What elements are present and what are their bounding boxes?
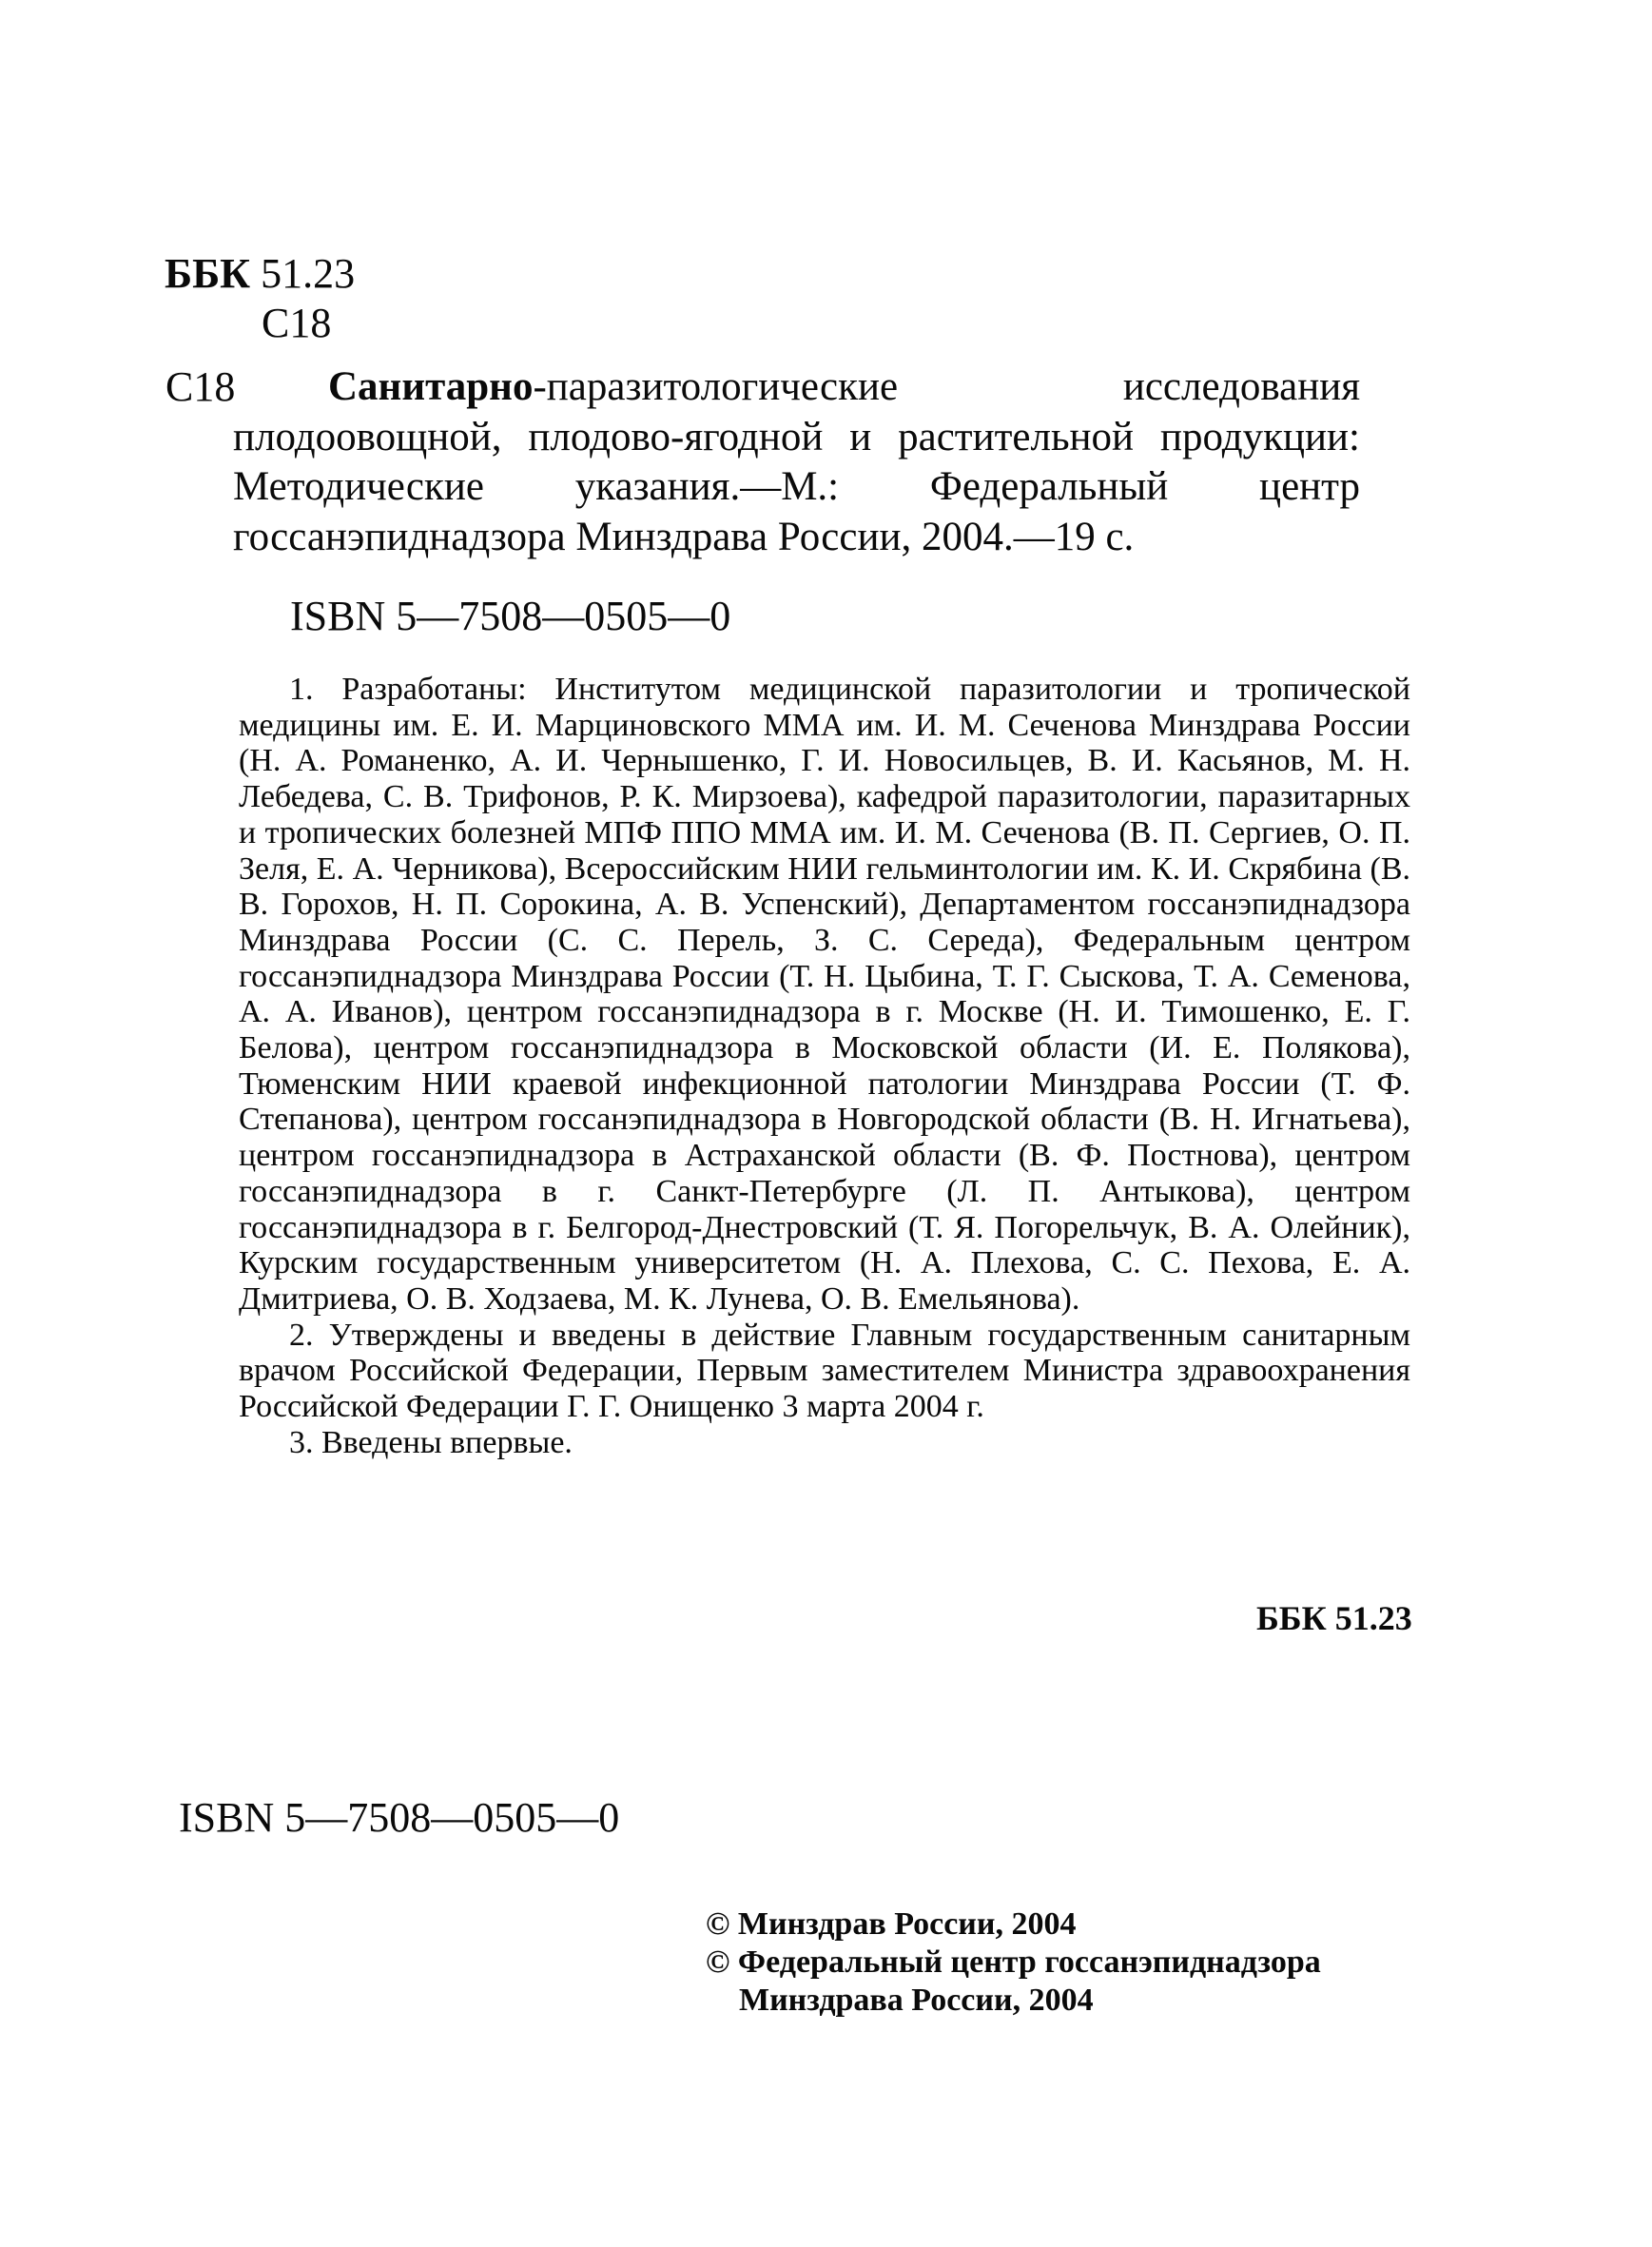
bbk-header [165, 249, 355, 348]
copyright-block [706, 1905, 1321, 2020]
bbk-footer: ББК 51.23 [1256, 1599, 1412, 1637]
note-approval: 2. Утверждены и введены в действие Главным государственным санитарным врачом Российской Федерации, Первым заместителем Министра здравоохранения Российской Федерации Г. Г. Онищенко 3 марта 2004 г. [239, 1317, 1410, 1425]
isbn-main: ISBN 5—7508—0505—0 [290, 593, 731, 639]
copyright-line: Минздрава России, 2004 [739, 1983, 1094, 2018]
entry-description: -паразитологические исследования плодоовощной, плодово-ягодной и растительной продукции: Методические указания.—М.: Федеральный центр госсанэпиднадзора Минздрава России, 2004.—19 с. [233, 364, 1360, 559]
bbk-label: ББК [165, 250, 251, 297]
entry-title-bold: Санитарно [328, 364, 534, 409]
bbk-header-line [165, 249, 355, 299]
bbk-number: 51.23 [261, 250, 356, 297]
bibliographic-entry [233, 362, 1360, 562]
copyright-line: © Минздрав России, 2004 [706, 1906, 1077, 1942]
note-developers: 1. Разработаны: Институтом медицинской паразитологии и тропической медицины им. Е. И. Марциновского ММА им. И. М. Сеченова Минздрава России (Н. А. Романенко, А. И. Чернышенко, Г. И. Новосильцев, В. И. Касьянов, М. Н. Лебедева, С. В. Трифонов, Р. К. Мирзоева), кафедрой паразитологии, паразитарных и тропических болезней МПФ ППО ММА им. И. М. Сеченова (В. П. Сергиев, О. П. Зеля, Е. А. Черникова), Всероссийским НИИ гельминтологии им. К. И. Скрябина (В. В. Горохов, Н. П. Сорокина, А. В. Успенский), Департаментом госсанэпиднадзора Минздрава России (С. С. Перель, З. С. Середа), Федеральным центром госсанэпиднадзора Минздрава России (Т. Н. Цыбина, Т. Г. Сыскова, Т. А. Семенова, А. А. Иванов), центром госсанэпиднадзора в г. Москве (Н. И. Тимошенко, Е. Г. Белова), центром госсанэпиднадзора в Московской области (И. Е. Полякова), Тюменским НИИ краевой инфекционной патологии Минздрава России (Т. Ф. Степанова), центром госсанэпиднадзора в Новгородской области (В. Н. Игнатьева), центром госсанэпиднадзора в Астраханской области (В. Ф. Постнова), центром госсанэпиднадзора в г. Санкт-Петербурге (Л. П. Антыкова), центром госсанэпиднадзора в г. Белгород-Днестровский (Т. Я. Погорельчук, В. А. Олейник), Курским государственным университетом (Н. А. Плехова, С. С. Пехова, Е. А. Дмитриева, О. В. Ходзаева, М. К. Лунева, О. В. Емельянова). [239, 672, 1410, 1317]
isbn-bottom: ISBN 5—7508—0505—0 [179, 1794, 620, 1841]
note-first-introduced: 3. Введены впервые. [289, 1424, 573, 1460]
author-mark: С18 [262, 300, 332, 346]
copyright-line: © Федеральный центр госсанэпиднадзора [706, 1944, 1321, 1980]
entry-code: С18 [165, 363, 236, 410]
notes-section [239, 672, 1410, 1460]
